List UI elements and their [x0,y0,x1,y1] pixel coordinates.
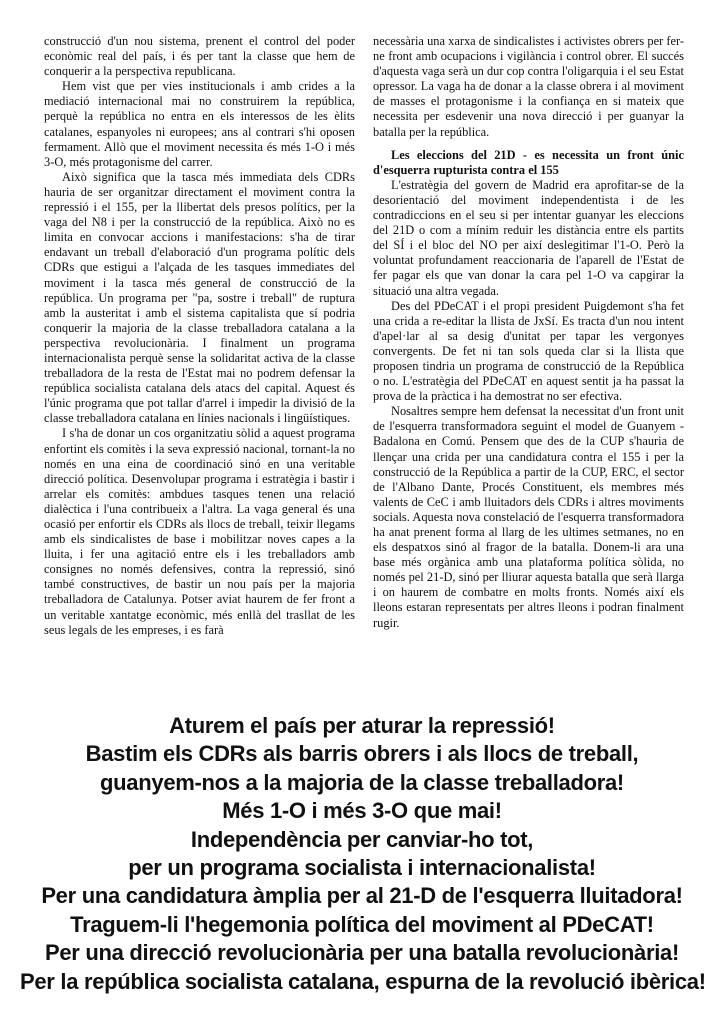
paragraph: L'estratègia del govern de Madrid era aprofitar-se de la desorientació del moviment independentista i de les contradiccions en el seu si per intentar guanyar les eleccions del 21D o com a mínim reduir les distància entre els partits del SÍ i el bloc del NO per així deslegitimar l'1-O. Però la voluntat profundament reaccionaria de l'aparell de l'Estat de fer pagar els que van donar la cara pel 1-O va capgirar la situació una altra vegada. [373,177,684,298]
right-column [373,34,684,704]
paragraph: Això significa que la tasca més immediata dels CDRs hauria de ser organitzar directament el moviment contra la repressió i el 155, per la llibertat dels presos polítics, per la vaga del N8 i per la construcció de la república. Això no es limita en convocar accions i manifestacions: s'ha de tirar endavant un treball d'elaboració d'un programa polític dels CDRs que estigui a l'alçada de les tasques immediates del moviment i la tasca més general de construcció de la república. Un programa per "pa, sostre i treball" de ruptura amb la austeritat i amb el sistema capitalista que sí podria conquerir la majoria de la classe treballadora catalana a la perspectiva revolucionària. I finalment un programa internacionalista perquè sense la solidaritat activa de la classe treballadora de la resta de l'Estat mai no podrem defensar la república socialista catalana dels atacs del capital. Aquest és l'únic programa que pot tallar d'arrel i impedir la divisió de la classe treballadora catalana en línies nacionals i lingüístiques. [44,169,355,426]
slogan-line: Aturem el país per aturar la repressió! [169,713,555,738]
slogan-line: per un programa socialista i internacionalista! [128,855,596,881]
paragraph: Hem vist que per vies institucionals i amb crides a la mediació internacional mai no construirem la república, perquè la república no entra en els interessos de les èlits catalanes, espanyoles ni europees; ans al contrari s'hi oposen fermament. Allò que el moviment necessita és més 1-O i més 3-O, més protagonisme del carrer. [44,79,355,169]
paragraph: Des del PDeCAT i el propi president Puigdemont s'ha fet una crida a re-editar la llista de JxSí. Es tracta d'un nou intent d'apel·lar al sa desig d'unitat per tapar les vergonyes convergents. De fet ni tan sols queda clar si la llista que proposen tindria un programa de construcció de la República o no. L'estratègia del PDeCAT en aquest sentit ja ha passat la prova de la pràctica i ha demostrat no ser efectiva. [373,298,684,404]
left-column [44,34,355,704]
paragraph: Nosaltres sempre hem defensat la necessitat d'un front unit de l'esquerra transformadora seguint el model de Guanyem - Badalona en Comú. Pensem que des de la CUP s'hauria de llençar una crida per una candidatura contra el 155 i per la construcció de la República a partir de la CUP, ERC, el sector de l'Albano Dante, Procés Constituent, els membres més valents de CeC i amb lluitadors dels CDRs i altres moviments socials. Aquesta nova constelació de l'esquerra transformadora ha anat prenent forma al llarg de les ultimes setmanes, no en els despatxos sinó al fragor de la batalla. Donem-li ara una base més orgànica amb una plataforma política sòlida, no només pel 21-D, sinó per lliurar aquesta batalla que serà llarga i on haurem de combatre en molts fronts. Només així els lleons estaran representats per altres lleons i podran finalment rugir. [373,404,684,630]
slogan-line: Independència per canviar-ho tot, [190,826,534,852]
article-columns [44,34,684,704]
paragraph: construcció d'un nou sistema, prenent el control del poder econòmic real del país, i és per tant la classe que hem de conquerir a la perspectiva republicana. [44,34,355,79]
slogan-line: Més 1-O i més 3-O que mai! [222,798,502,824]
slogan-line: Per una candidatura àmplia per al 21-D de l'esquerra lluitadora! [41,883,683,909]
slogan-line: Per la república socialista catalana, espurna de la revolució ibèrica! [20,968,706,994]
section-heading: Les eleccions del 21D - es necessita un front únic d'esquerra rupturista contra el 155 [373,147,684,177]
slogan-line: Per una direcció revolucionària per una batalla revolucionària! [45,940,679,966]
slogan-line: Bastim els CDRs als barris obrers i als llocs de treball, [85,741,639,767]
slogan-line: guanyem-nos a la majoria de la classe treballadora! [100,769,624,795]
slogan-line: Traguem-li l'hegemonia política del moviment al PDeCAT! [70,911,654,937]
paragraph: I s'ha de donar un cos organitzatiu sòlid a aquest programa enfortint els comitès i la seva expressió nacional, tornant-la no només en una eina de coordinació sinó en una veritable direcció política. Desenvolupar programa i estratègia i bastir i arrelar els comitès: ambdues tasques tenen una relació dialèctica i l'una contribueix a l'altra. La vaga general és una ocasió per enfortir els CDRs als llocs de treball, teixir llegams amb els sindicalistes de base i mobilitzar noves capes a la lluita, i fer una agitació entre els i les treballadors amb consignes no només defensives, contra la repressió, sinó també constructives, de bastir un nou país per la majoria treballadora de Catalunya. Potser aviat haurem de fer front a un veritable xantatge econòmic, més enllà del trasllat de les seus legals de les empreses, i es farà [44,426,355,637]
slogans-block [20,712,704,996]
paragraph: necessària una xarxa de sindicalistes i activistes obrers per fer-ne front amb ocupacions i vigilància i control obrer. El succés d'aquesta vaga serà un dur cop contra l'oligarquia i el seu Estat opressor. La vaga ha de donar a la classe obrera i al moviment de masses el protagonisme i la confiança en si mateix que necessita per esdevenir una nova direcció i per guanyar la batalla per la república. [373,34,684,139]
